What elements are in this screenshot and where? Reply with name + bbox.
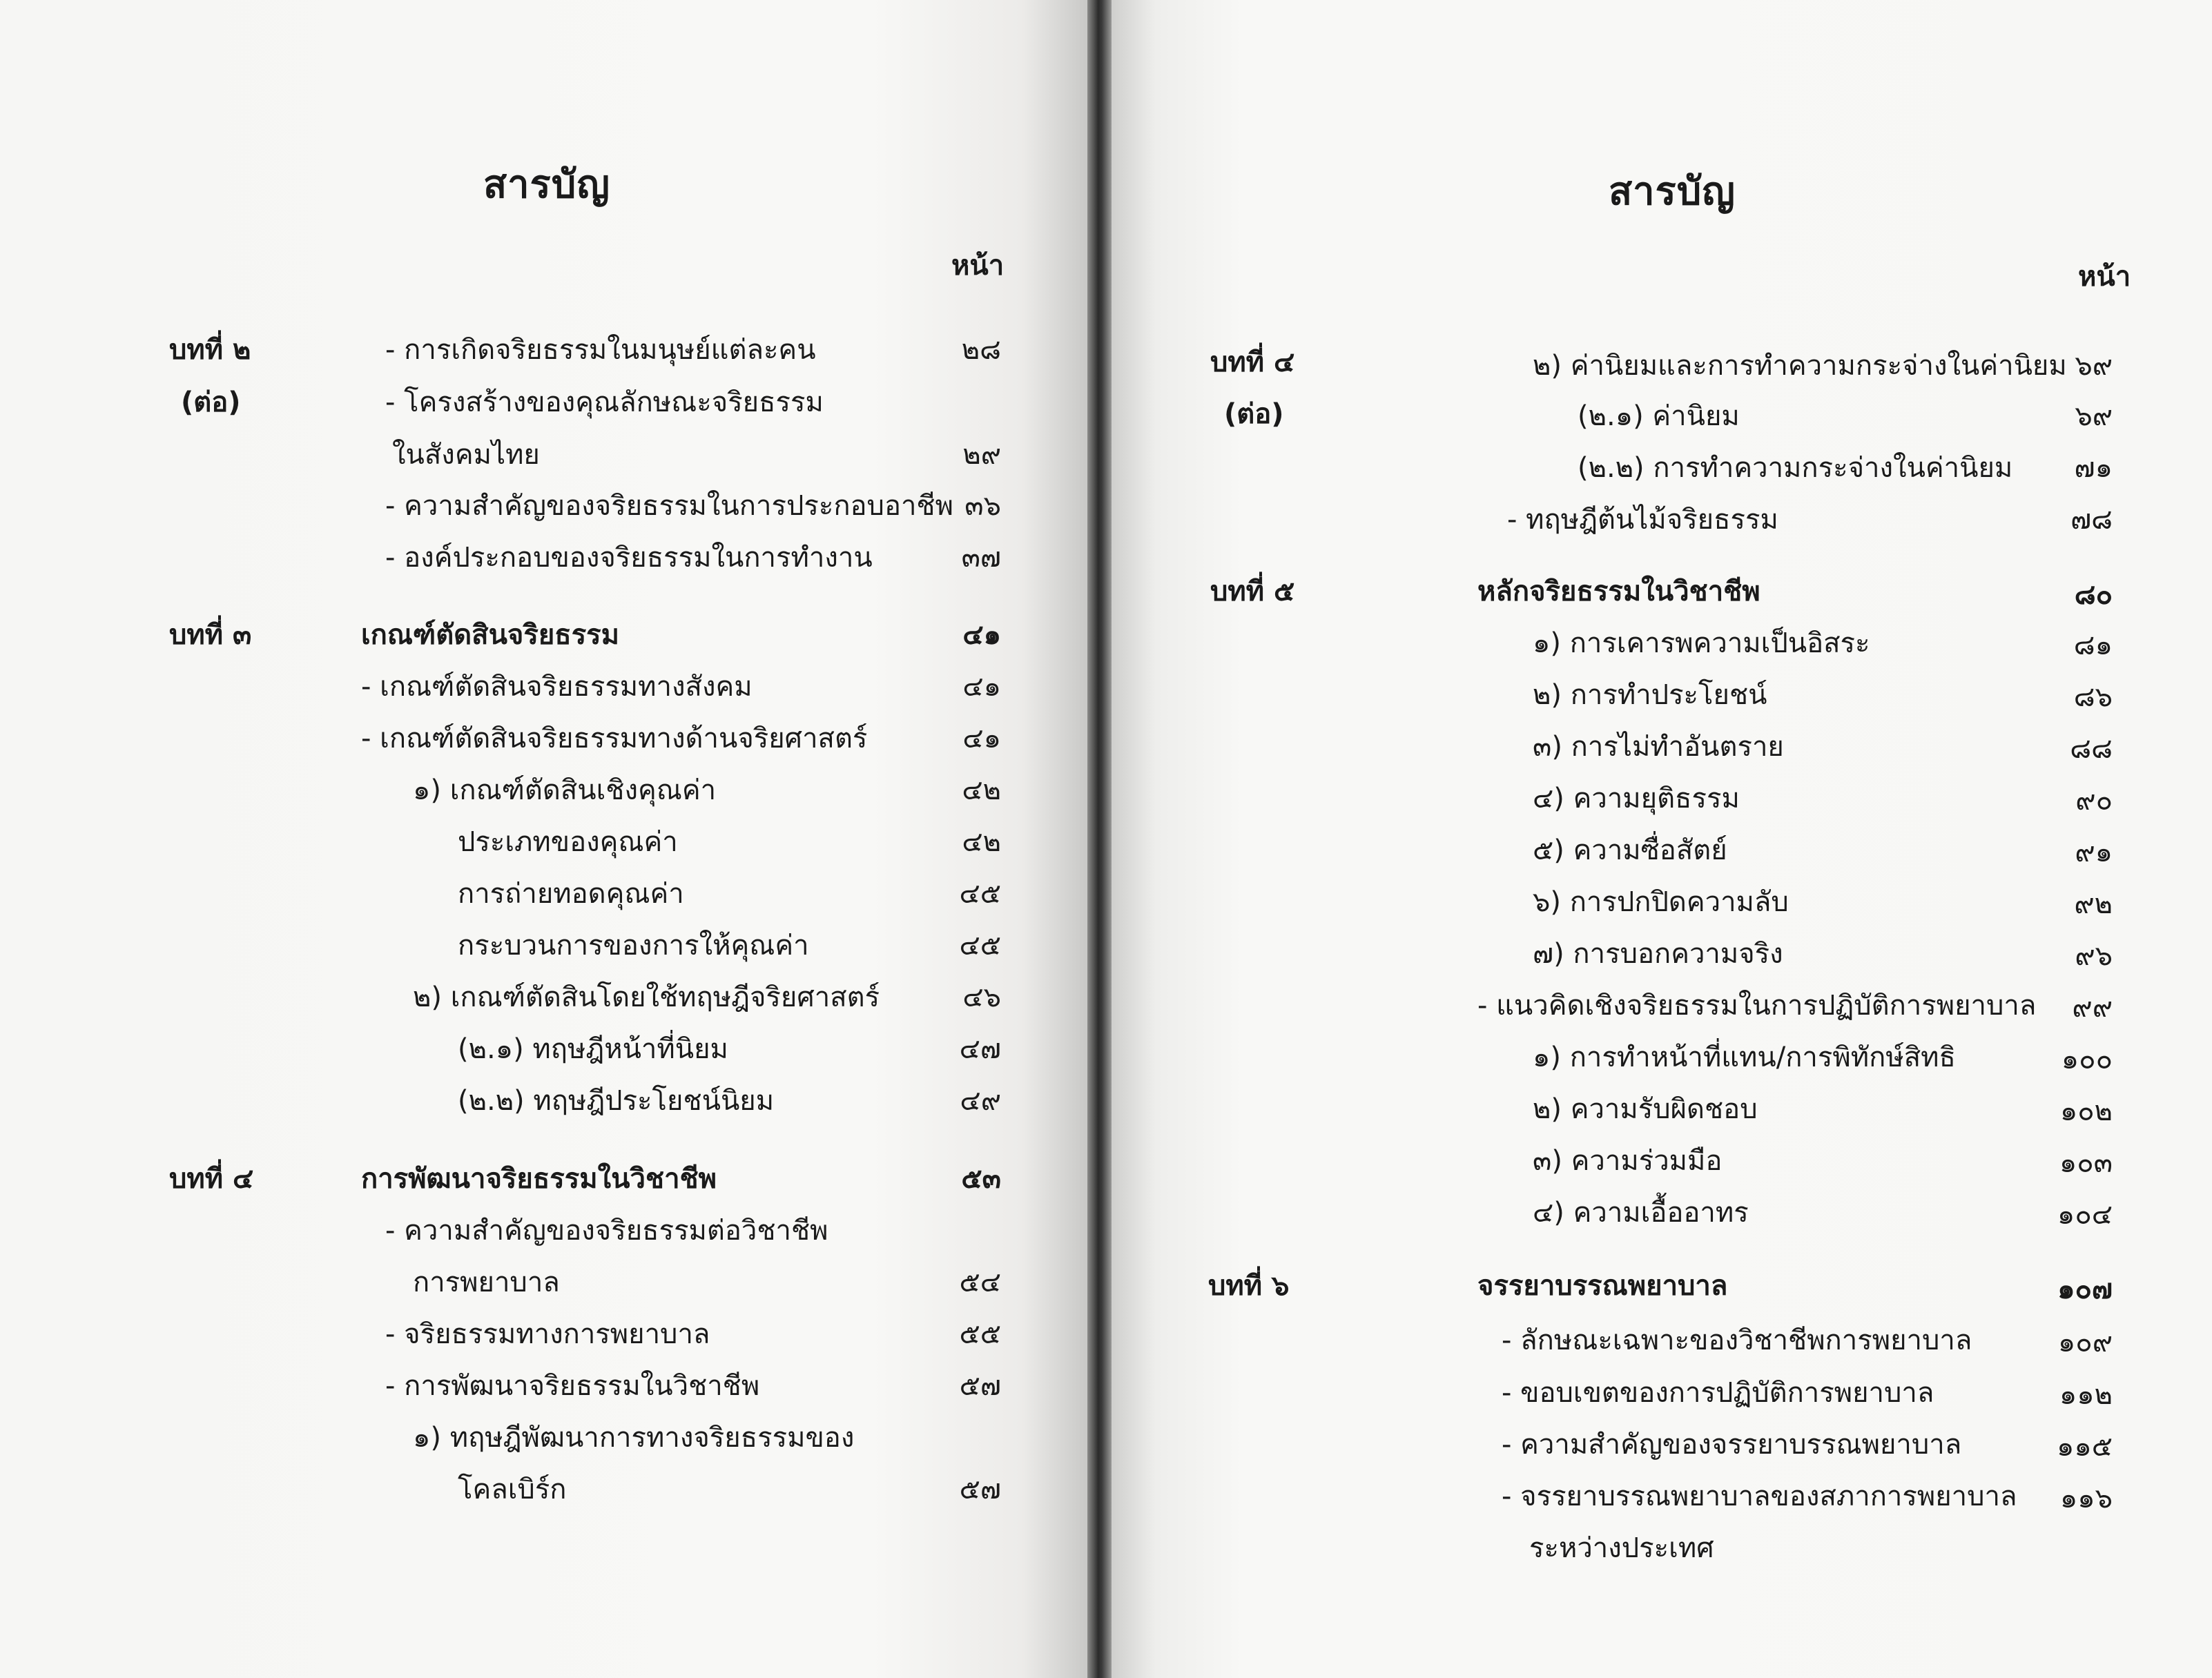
toc-page: ๔๒ [962,826,1001,858]
toc-entry: (๒.๒) ทฤษฎีประโยชน์นิยม [458,1085,775,1117]
toc-entry: การพยาบาล [413,1267,560,1298]
toc-entry: ๓) ความร่วมมือ [1533,1145,1723,1177]
toc-entry: - จริยธรรมทางการพยาบาล [385,1318,710,1350]
toc-page: ๑๐๙ [2057,1327,2113,1358]
toc-entry: (๒.๑) ทฤษฎีหน้าที่นิยม [458,1033,728,1065]
chapter-label: บทที่ ๕ [1210,576,1295,607]
toc-entry: ๑) ทฤษฎีพัฒนาการทางจริยธรรมของ [413,1422,855,1454]
toc-page: ๗๘ [2070,504,2113,536]
toc-page: ๑๑๖ [2059,1483,2113,1514]
page-column-header: หน้า [951,250,1005,282]
toc-entry: ในสังคมไทย [392,439,540,471]
toc-page: ๑๐๐ [2061,1044,2113,1075]
toc-page: ๖๙ [2075,400,2113,432]
toc-page: ๖๙ [2075,350,2113,382]
toc-entry: ๕) ความซื่อสัตย์ [1533,835,1727,866]
toc-page: ๑๑๕ [2056,1431,2113,1463]
toc-entry: ๓) การไม่ทำอันตราย [1533,731,1784,763]
toc-page: ๔๖ [962,982,1001,1013]
toc-page: ๔๒ [962,774,1001,806]
toc-chapter-title: จรรยาบรรณพยาบาล [1477,1270,1728,1302]
toc-page: ๔๑ [962,723,1001,754]
page-column-header: หน้า [2078,261,2131,293]
toc-entry: - ความสำคัญของจริยธรรมในการประกอบอาชีพ [385,490,953,522]
toc-entry: ๔) ความยุติธรรม [1533,783,1740,814]
toc-entry: ๒) เกณฑ์ตัดสินโดยใช้ทฤษฎีจริยศาสตร์ [413,982,880,1013]
toc-entry: ๑) การเคารพความเป็นอิสระ [1533,627,1870,659]
toc-page: ๕๗ [959,1370,1001,1402]
toc-page: ๙๒ [2074,888,2113,920]
toc-entry: ๗) การบอกความจริง [1533,938,1783,970]
toc-entry: การถ่ายทอดคุณค่า [458,878,684,910]
toc-page: ๑๐๓ [2059,1147,2113,1179]
chapter-continued: (ต่อ) [181,387,241,418]
chapter-label: บทที่ ๖ [1208,1270,1290,1302]
toc-page: ๔๑ [962,671,1001,703]
toc-entry: ๒) ความรับผิดชอบ [1533,1093,1758,1125]
toc-entry: ๖) การปกปิดความลับ [1533,886,1789,918]
toc-entry: - ลักษณะเฉพาะของวิชาชีพการพยาบาล [1502,1325,1972,1356]
toc-entry: - แนวคิดเชิงจริยธรรมในการปฏิบัติการพยาบาล [1477,990,2037,1022]
toc-entry: - การเกิดจริยธรรมในมนุษย์แต่ละคน [385,334,816,366]
toc-page: ๘๑ [2073,630,2113,661]
toc-entry: - เกณฑ์ตัดสินจริยธรรมทางสังคม [361,671,753,703]
toc-page: ๓๖ [964,490,1001,522]
toc-page: ๒๙ [962,439,1001,471]
toc-page: ๑๐๒ [2059,1095,2113,1127]
toc-entry: - ความสำคัญของจริยธรรมต่อวิชาชีพ [385,1215,828,1247]
toc-entry: - ขอบเขตของการปฏิบัติการพยาบาล [1502,1377,1934,1409]
toc-page: ๕๗ [959,1474,1001,1505]
toc-entry: - ทฤษฎีต้นไม้จริยธรรม [1507,504,1778,536]
toc-entry: ๑) การทำหน้าที่แทน/การพิทักษ์สิทธิ [1533,1042,1956,1073]
page-title: สารบัญ [1609,169,1736,214]
right-page [1112,0,2212,1678]
toc-entry: - เกณฑ์ตัดสินจริยธรรมทางด้านจริยศาสตร์ [361,723,868,754]
toc-page: ๕๓ [961,1163,1001,1195]
toc-page: ๗๑ [2074,452,2113,484]
toc-entry: ๒) ค่านิยมและการทำความกระจ่างในค่านิยม [1533,350,2067,382]
toc-page: ๘๘ [2070,733,2113,765]
toc-page: ๙๐ [2075,785,2113,817]
toc-page: ๒๘ [961,334,1001,366]
left-page [0,0,1087,1678]
toc-entry: - องค์ประกอบของจริยธรรมในการทำงาน [385,542,873,574]
toc-page: ๓๗ [961,542,1001,574]
toc-entry: - ความสำคัญของจรรยาบรรณพยาบาล [1502,1429,1962,1461]
toc-page: ๔๙ [960,1085,1001,1117]
chapter-label: บทที่ ๓ [169,619,252,651]
toc-page: ๑๐๔ [2057,1199,2113,1231]
toc-page: ๙๖ [2075,940,2113,972]
chapter-label: บทที่ ๒ [169,334,251,366]
toc-page: ๘๖ [2073,681,2113,713]
toc-entry: - จรรยาบรรณพยาบาลของสภาการพยาบาล [1502,1481,2017,1512]
page-title: สารบัญ [483,162,610,207]
toc-chapter-title: หลักจริยธรรมในวิชาชีพ [1477,576,1760,607]
toc-chapter-title: เกณฑ์ตัดสินจริยธรรม [361,619,620,651]
toc-entry: ระหว่างประเทศ [1529,1532,1714,1564]
toc-entry: (๒.๒) การทำความกระจ่างในค่านิยม [1578,452,2013,484]
toc-entry: โคลเบิร์ก [458,1474,567,1505]
toc-entry: ๔) ความเอื้ออาทร [1533,1197,1749,1229]
toc-page: ๙๑ [2075,837,2113,868]
toc-entry: กระบวนการของการให้คุณค่า [458,930,809,962]
toc-entry: ๒) การทำประโยชน์ [1533,679,1767,711]
toc-page: ๕๕ [959,1318,1001,1350]
toc-page: ๔๑ [962,619,1001,651]
toc-chapter-title: การพัฒนาจริยธรรมในวิชาชีพ [361,1163,717,1195]
toc-entry: (๒.๑) ค่านิยม [1578,400,1740,432]
toc-page: ๔๕ [959,878,1001,910]
chapter-label: บทที่ ๔ [169,1163,254,1195]
toc-entry: ประเภทของคุณค่า [458,826,678,858]
toc-page: ๑๑๒ [2059,1379,2113,1411]
chapter-continued: (ต่อ) [1224,398,1284,430]
toc-page: ๔๕ [959,930,1001,962]
toc-page: ๑๐๗ [2057,1274,2113,1305]
chapter-label: บทที่ ๔ [1210,347,1295,378]
toc-page: ๙๙ [2072,992,2113,1024]
toc-entry: ๑) เกณฑ์ตัดสินเชิงคุณค่า [413,774,717,806]
toc-page: ๘๐ [2074,579,2113,611]
toc-page: ๕๔ [959,1267,1001,1298]
toc-entry: - โครงสร้างของคุณลักษณะจริยธรรม [385,387,824,418]
toc-page: ๔๗ [959,1033,1001,1065]
book-gutter [1087,0,1112,1678]
toc-entry: - การพัฒนาจริยธรรมในวิชาชีพ [385,1370,760,1402]
